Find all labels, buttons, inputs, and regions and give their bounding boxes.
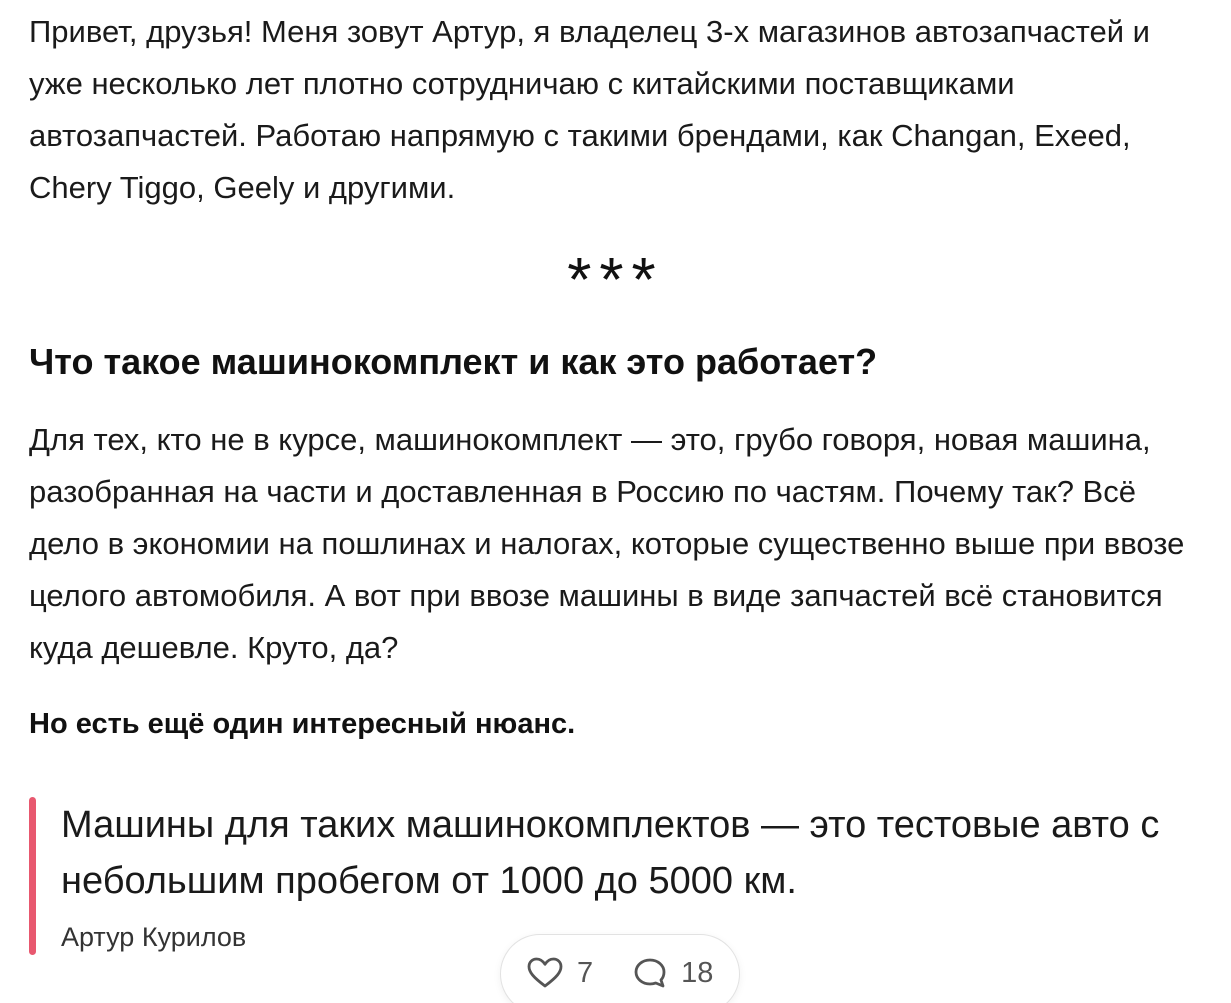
bold-paragraph: Но есть ещё один интересный нюанс. [29, 708, 576, 740]
comment-button[interactable] [633, 955, 713, 991]
comment-icon [633, 957, 667, 989]
blockquote [29, 797, 1189, 955]
quote-text: Машины для таких машинокомплектов — это тестовые авто с небольшим пробегом от 1000 до 5000 км. [61, 804, 1160, 902]
section-heading: Что такое машинокомплект и как это работает? [29, 341, 878, 382]
quote-accent-bar [29, 797, 36, 955]
section-divider: *** [567, 246, 664, 315]
comment-count: 18 [681, 956, 714, 989]
quote-author: Артур Курилов [61, 922, 247, 952]
like-count: 7 [577, 956, 594, 989]
body-paragraph: Для тех, кто не в курсе, машинокомплект — это, грубо говоря, новая машина, разобранная на части и доставленная в Россию по частям. Почему так? Всё дело в экономии на пошлинах и налогах, которые существенно выше при ввозе целого автомобиля. А вот при ввозе машины в виде запчастей всё становится куда дешевле. Круто, да? [29, 422, 1185, 665]
intro-paragraph: Привет, друзья! Меня зовут Артур, я владелец 3-х магазинов автозапчастей и уже несколько лет плотно сотрудничаю с китайскими поставщиками автозапчастей. Работаю напрямую с такими брендами, как Changan, Exeed, Chery Tiggo, Geely и другими. [29, 14, 1150, 205]
heart-icon [527, 957, 563, 989]
like-button[interactable] [527, 955, 593, 991]
reactions-bar [500, 934, 740, 1003]
